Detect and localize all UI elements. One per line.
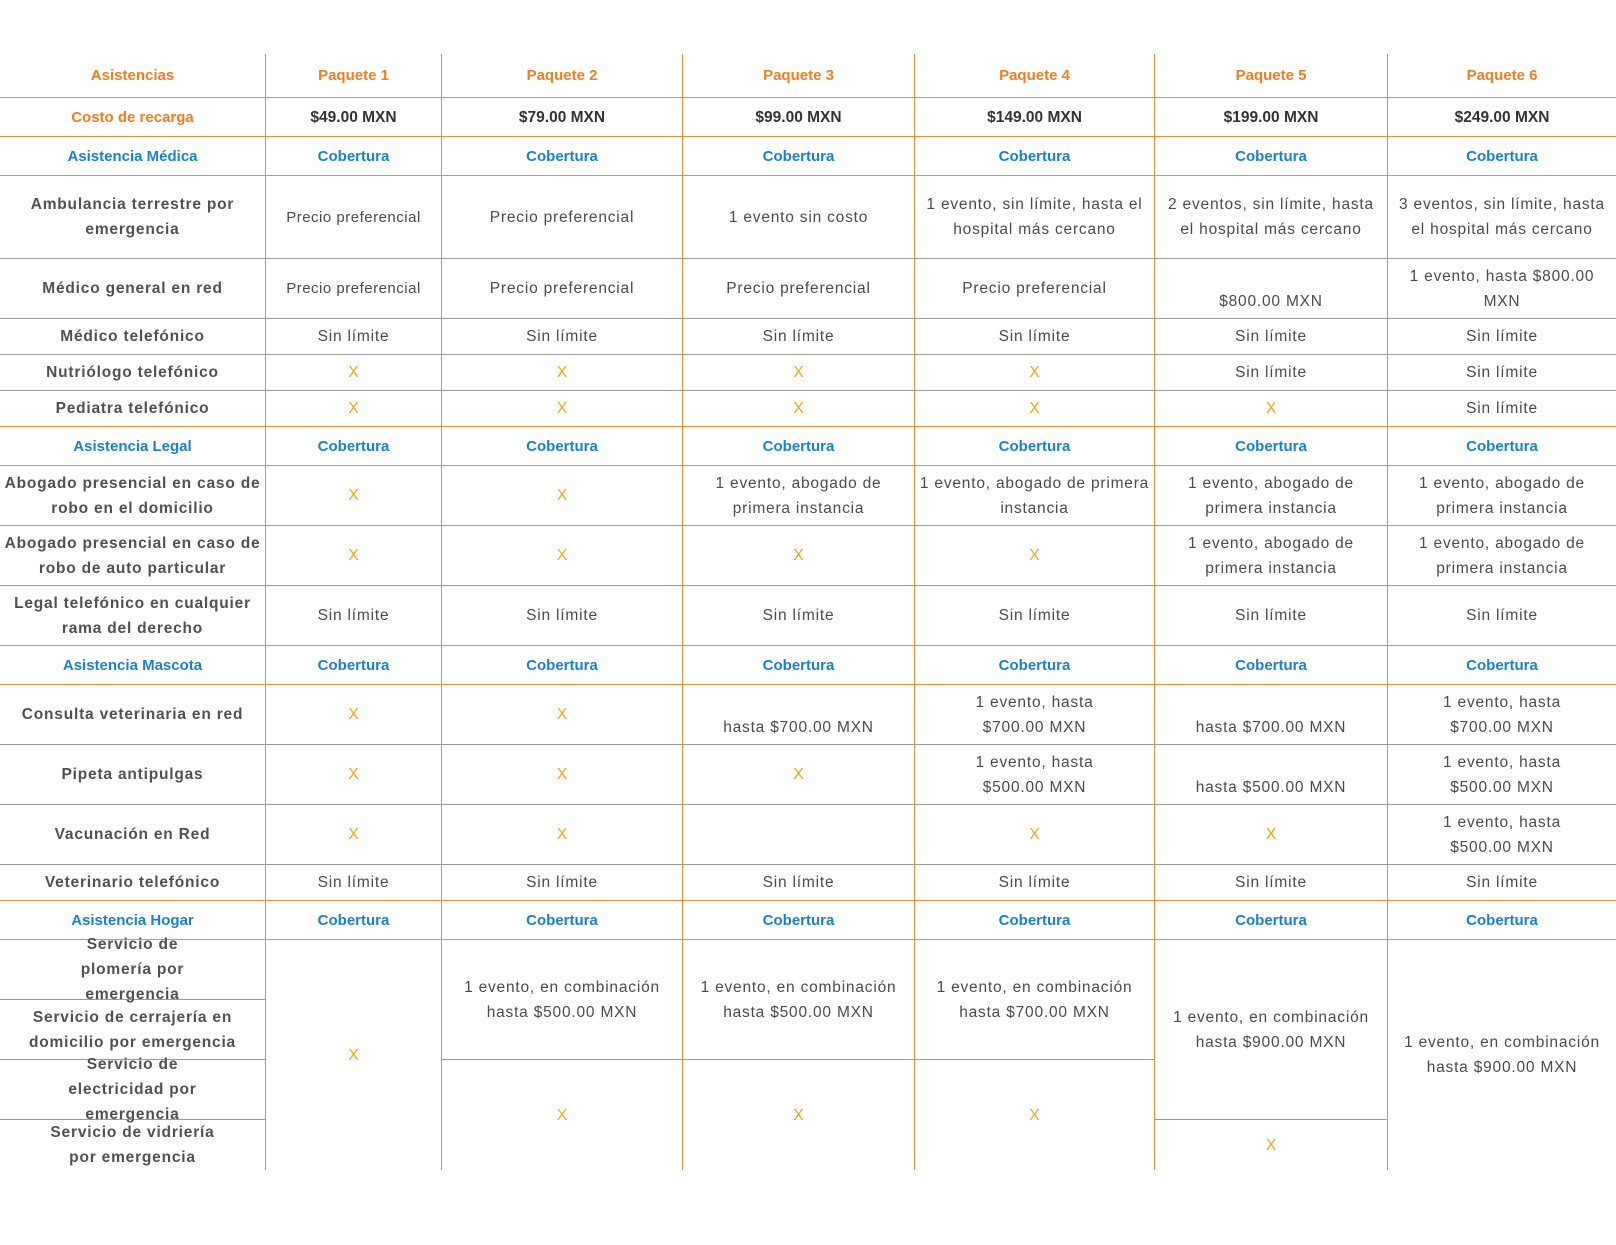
table-cell: Precio preferencial	[266, 176, 442, 259]
header-title: Asistencias	[0, 54, 266, 98]
row-label-vacunacion: Vacunación en Red	[0, 805, 266, 865]
row-label-medico-red: Médico general en red	[0, 259, 266, 319]
not-included-mark: X	[915, 805, 1155, 865]
coverage-label: Cobertura	[915, 137, 1155, 176]
not-included-mark: X	[915, 355, 1155, 391]
table-cell: 1 evento, hasta $500.00 MXN	[1388, 745, 1616, 805]
coverage-table	[0, 54, 1616, 1170]
table-cell: 1 evento, sin límite, hasta el hospital más cercano	[915, 176, 1155, 259]
table-cell: Sin límite	[266, 865, 442, 901]
row-label-vidrieria: Servicio de vidriería por emergencia	[0, 1120, 266, 1170]
not-included-mark: X	[683, 391, 915, 427]
table-cell: Sin límite	[915, 586, 1155, 646]
not-included-mark: X	[915, 1060, 1155, 1170]
table-cell: Sin límite	[1155, 319, 1388, 355]
section-medica: Asistencia Médica	[0, 137, 266, 176]
table-cell: Sin límite	[1388, 391, 1616, 427]
table-cell: Sin límite	[1388, 586, 1616, 646]
header-package-4: Paquete 4	[915, 54, 1155, 98]
table-cell: Precio preferencial	[442, 176, 683, 259]
row-label-nutriologo: Nutriólogo telefónico	[0, 355, 266, 391]
table-cell: 1 evento, en combinación hasta $900.00 MXN	[1155, 940, 1388, 1120]
header-package-1: Paquete 1	[266, 54, 442, 98]
header-package-2: Paquete 2	[442, 54, 683, 98]
row-label-ambulancia: Ambulancia terrestre por emergencia	[0, 176, 266, 259]
not-included-mark: X	[266, 940, 442, 1170]
not-included-mark: X	[266, 805, 442, 865]
coverage-label: Cobertura	[442, 427, 683, 466]
not-included-mark: X	[266, 685, 442, 745]
table-cell: Sin límite	[683, 586, 915, 646]
coverage-label: Cobertura	[1155, 427, 1388, 466]
row-label-legal-tel: Legal telefónico en cualquier rama del derecho	[0, 586, 266, 646]
table-cell: 1 evento, abogado de primera instancia	[1388, 526, 1616, 586]
not-included-mark: X	[683, 526, 915, 586]
table-cell: Sin límite	[683, 865, 915, 901]
row-label-abogado-domicilio: Abogado presencial en caso de robo en el domicilio	[0, 466, 266, 526]
coverage-label: Cobertura	[266, 901, 442, 940]
table-cell: 2 eventos, sin límite, hasta el hospital más cercano	[1155, 176, 1388, 259]
table-cell: 1 evento, hasta $500.00 MXN	[1388, 805, 1616, 865]
row-label-pediatra: Pediatra telefónico	[0, 391, 266, 427]
coverage-label: Cobertura	[1388, 427, 1616, 466]
table-cell	[683, 805, 915, 865]
table-cell: Sin límite	[915, 319, 1155, 355]
table-cell: Sin límite	[1155, 586, 1388, 646]
table-cell: $800.00 MXN	[1155, 259, 1388, 319]
not-included-mark: X	[442, 745, 683, 805]
table-cell: Sin límite	[1155, 865, 1388, 901]
section-mascota: Asistencia Mascota	[0, 646, 266, 685]
costo-value: $149.00 MXN	[915, 98, 1155, 137]
coverage-label: Cobertura	[266, 137, 442, 176]
not-included-mark: X	[266, 355, 442, 391]
coverage-label: Cobertura	[1388, 901, 1616, 940]
not-included-mark: X	[266, 745, 442, 805]
table-cell: Sin límite	[266, 319, 442, 355]
not-included-mark: X	[442, 1060, 683, 1170]
row-label-cerrajeria: Servicio de cerrajería en domicilio por emergencia	[0, 1000, 266, 1060]
coverage-label: Cobertura	[442, 137, 683, 176]
section-hogar: Asistencia Hogar	[0, 901, 266, 940]
table-cell: Precio preferencial	[915, 259, 1155, 319]
row-label-pipeta: Pipeta antipulgas	[0, 745, 266, 805]
not-included-mark: X	[915, 391, 1155, 427]
not-included-mark: X	[266, 526, 442, 586]
table-cell: 1 evento, abogado de primera instancia	[1155, 526, 1388, 586]
costo-value: $199.00 MXN	[1155, 98, 1388, 137]
not-included-mark: X	[683, 355, 915, 391]
costo-value: $99.00 MXN	[683, 98, 915, 137]
not-included-mark: X	[683, 745, 915, 805]
coverage-label: Cobertura	[683, 901, 915, 940]
coverage-label: Cobertura	[915, 901, 1155, 940]
row-label-plomeria: Servicio de plomería por emergencia	[0, 940, 266, 1000]
table-cell: 1 evento, hasta $700.00 MXN	[915, 685, 1155, 745]
not-included-mark: X	[442, 466, 683, 526]
not-included-mark: X	[442, 526, 683, 586]
not-included-mark: X	[1155, 1120, 1388, 1170]
costo-value: $49.00 MXN	[266, 98, 442, 137]
costo-label: Costo de recarga	[0, 98, 266, 137]
coverage-label: Cobertura	[1388, 137, 1616, 176]
row-label-abogado-auto: Abogado presencial en caso de robo de auto particular	[0, 526, 266, 586]
not-included-mark: X	[442, 805, 683, 865]
table-cell: Sin límite	[442, 586, 683, 646]
coverage-label: Cobertura	[266, 427, 442, 466]
coverage-label: Cobertura	[1388, 646, 1616, 685]
coverage-label: Cobertura	[442, 646, 683, 685]
not-included-mark: X	[442, 391, 683, 427]
table-cell: Precio preferencial	[442, 259, 683, 319]
costo-value: $79.00 MXN	[442, 98, 683, 137]
not-included-mark: X	[1155, 805, 1388, 865]
not-included-mark: X	[683, 1060, 915, 1170]
not-included-mark: X	[915, 526, 1155, 586]
coverage-label: Cobertura	[1155, 901, 1388, 940]
table-cell: 1 evento, en combinación hasta $500.00 MXN	[442, 940, 683, 1060]
table-cell: 1 evento, en combinación hasta $900.00 MXN	[1404, 1034, 1600, 1076]
coverage-label: Cobertura	[683, 137, 915, 176]
table-cell: 1 evento, abogado de primera instancia	[915, 466, 1155, 526]
header-package-3: Paquete 3	[683, 54, 915, 98]
table-cell: Precio preferencial	[266, 259, 442, 319]
coverage-label: Cobertura	[266, 646, 442, 685]
table-cell: hasta $700.00 MXN	[1155, 685, 1388, 745]
not-included-mark: X	[266, 466, 442, 526]
not-included-mark: X	[266, 391, 442, 427]
header-package-6: Paquete 6	[1388, 54, 1616, 98]
not-included-mark: X	[1155, 391, 1388, 427]
table-cell: Sin límite	[266, 586, 442, 646]
table-cell: 1 evento, hasta $800.00 MXN	[1388, 259, 1616, 319]
table-cell: Sin límite	[1388, 865, 1616, 901]
table-cell: Sin límite	[683, 319, 915, 355]
coverage-label: Cobertura	[1155, 646, 1388, 685]
coverage-label: Cobertura	[915, 427, 1155, 466]
table-cell: 1 evento, abogado de primera instancia	[683, 466, 915, 526]
row-label-electricidad: Servicio de electricidad por emergencia	[0, 1060, 266, 1120]
table-cell: Sin límite	[1388, 319, 1616, 355]
table-cell: hasta $500.00 MXN	[1155, 745, 1388, 805]
row-label-medico-tel: Médico telefónico	[0, 319, 266, 355]
not-included-mark: X	[442, 685, 683, 745]
table-cell: 1 evento, hasta $700.00 MXN	[1388, 685, 1616, 745]
row-label-veterinaria: Consulta veterinaria en red	[0, 685, 266, 745]
coverage-label: Cobertura	[1155, 137, 1388, 176]
table-cell: Sin límite	[442, 865, 683, 901]
table-cell: Precio preferencial	[683, 259, 915, 319]
table-cell: 1 evento, abogado de primera instancia	[1155, 466, 1388, 526]
table-cell: 3 eventos, sin límite, hasta el hospital más cercano	[1388, 176, 1616, 259]
not-included-mark: X	[442, 355, 683, 391]
coverage-label: Cobertura	[683, 646, 915, 685]
header-package-5: Paquete 5	[1155, 54, 1388, 98]
coverage-label: Cobertura	[683, 427, 915, 466]
table-cell: Sin límite	[1155, 355, 1388, 391]
table-cell: 1 evento, hasta $500.00 MXN	[915, 745, 1155, 805]
costo-value: $249.00 MXN	[1388, 98, 1616, 137]
table-cell: hasta $700.00 MXN	[683, 685, 915, 745]
table-cell: 1 evento, en combinación hasta $500.00 MXN	[683, 940, 915, 1060]
table-cell: 1 evento, abogado de primera instancia	[1388, 466, 1616, 526]
row-label-vet-tel: Veterinario telefónico	[0, 865, 266, 901]
table-cell: Sin límite	[1388, 355, 1616, 391]
table-cell: Sin límite	[442, 319, 683, 355]
table-cell: 1 evento, en combinación hasta $700.00 MXN	[915, 940, 1155, 1060]
coverage-label: Cobertura	[915, 646, 1155, 685]
section-legal: Asistencia Legal	[0, 427, 266, 466]
table-cell: 1 evento sin costo	[683, 176, 915, 259]
coverage-label: Cobertura	[442, 901, 683, 940]
table-cell: Sin límite	[915, 865, 1155, 901]
